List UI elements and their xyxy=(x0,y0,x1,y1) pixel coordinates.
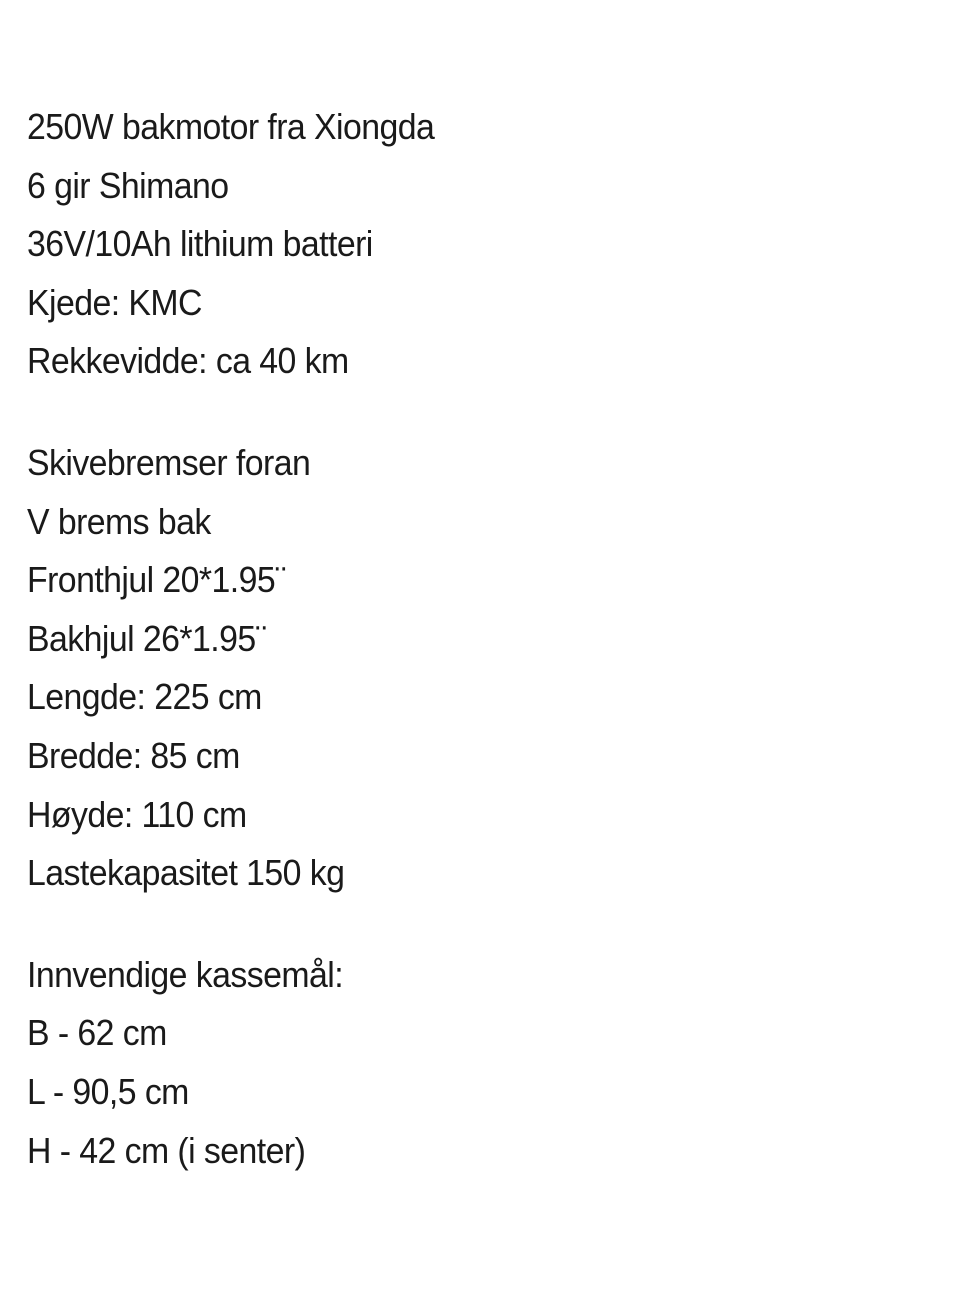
frame-specs-section xyxy=(27,434,927,903)
spec-line-chain: Kjede: KMC xyxy=(27,281,202,323)
spec-line-height: Høyde: 110 cm xyxy=(27,793,247,835)
spec-line-rear-wheel: Bakhjul 26*1.95¨ xyxy=(27,617,267,659)
spec-line-load-capacity: Lastekapasitet 150 kg xyxy=(27,852,345,894)
spec-line-rear-brakes: V brems bak xyxy=(27,500,211,542)
motor-specs-section xyxy=(27,98,927,391)
section-spacer xyxy=(27,903,927,946)
spec-line-length: Lengde: 225 cm xyxy=(27,676,262,718)
box-dimensions-section xyxy=(27,946,927,1180)
spec-line-width: Bredde: 85 cm xyxy=(27,734,240,776)
spec-line-front-wheel: Fronthjul 20*1.95¨ xyxy=(27,559,286,601)
section-spacer xyxy=(27,391,927,434)
box-dimension-height: H - 42 cm (i senter) xyxy=(27,1129,306,1171)
box-dimension-length: L - 90,5 cm xyxy=(27,1070,189,1112)
spec-line-battery: 36V/10Ah lithium batteri xyxy=(27,223,373,265)
box-dimension-width: B - 62 cm xyxy=(27,1012,167,1054)
box-dimensions-heading: Innvendige kassemål: xyxy=(27,953,344,995)
spec-line-range: Rekkevidde: ca 40 km xyxy=(27,340,349,382)
spec-line-front-brakes: Skivebremser foran xyxy=(27,441,311,483)
spec-document xyxy=(27,98,927,1180)
spec-line-gears: 6 gir Shimano xyxy=(27,164,229,206)
spec-line-motor: 250W bakmotor fra Xiongda xyxy=(27,106,435,147)
